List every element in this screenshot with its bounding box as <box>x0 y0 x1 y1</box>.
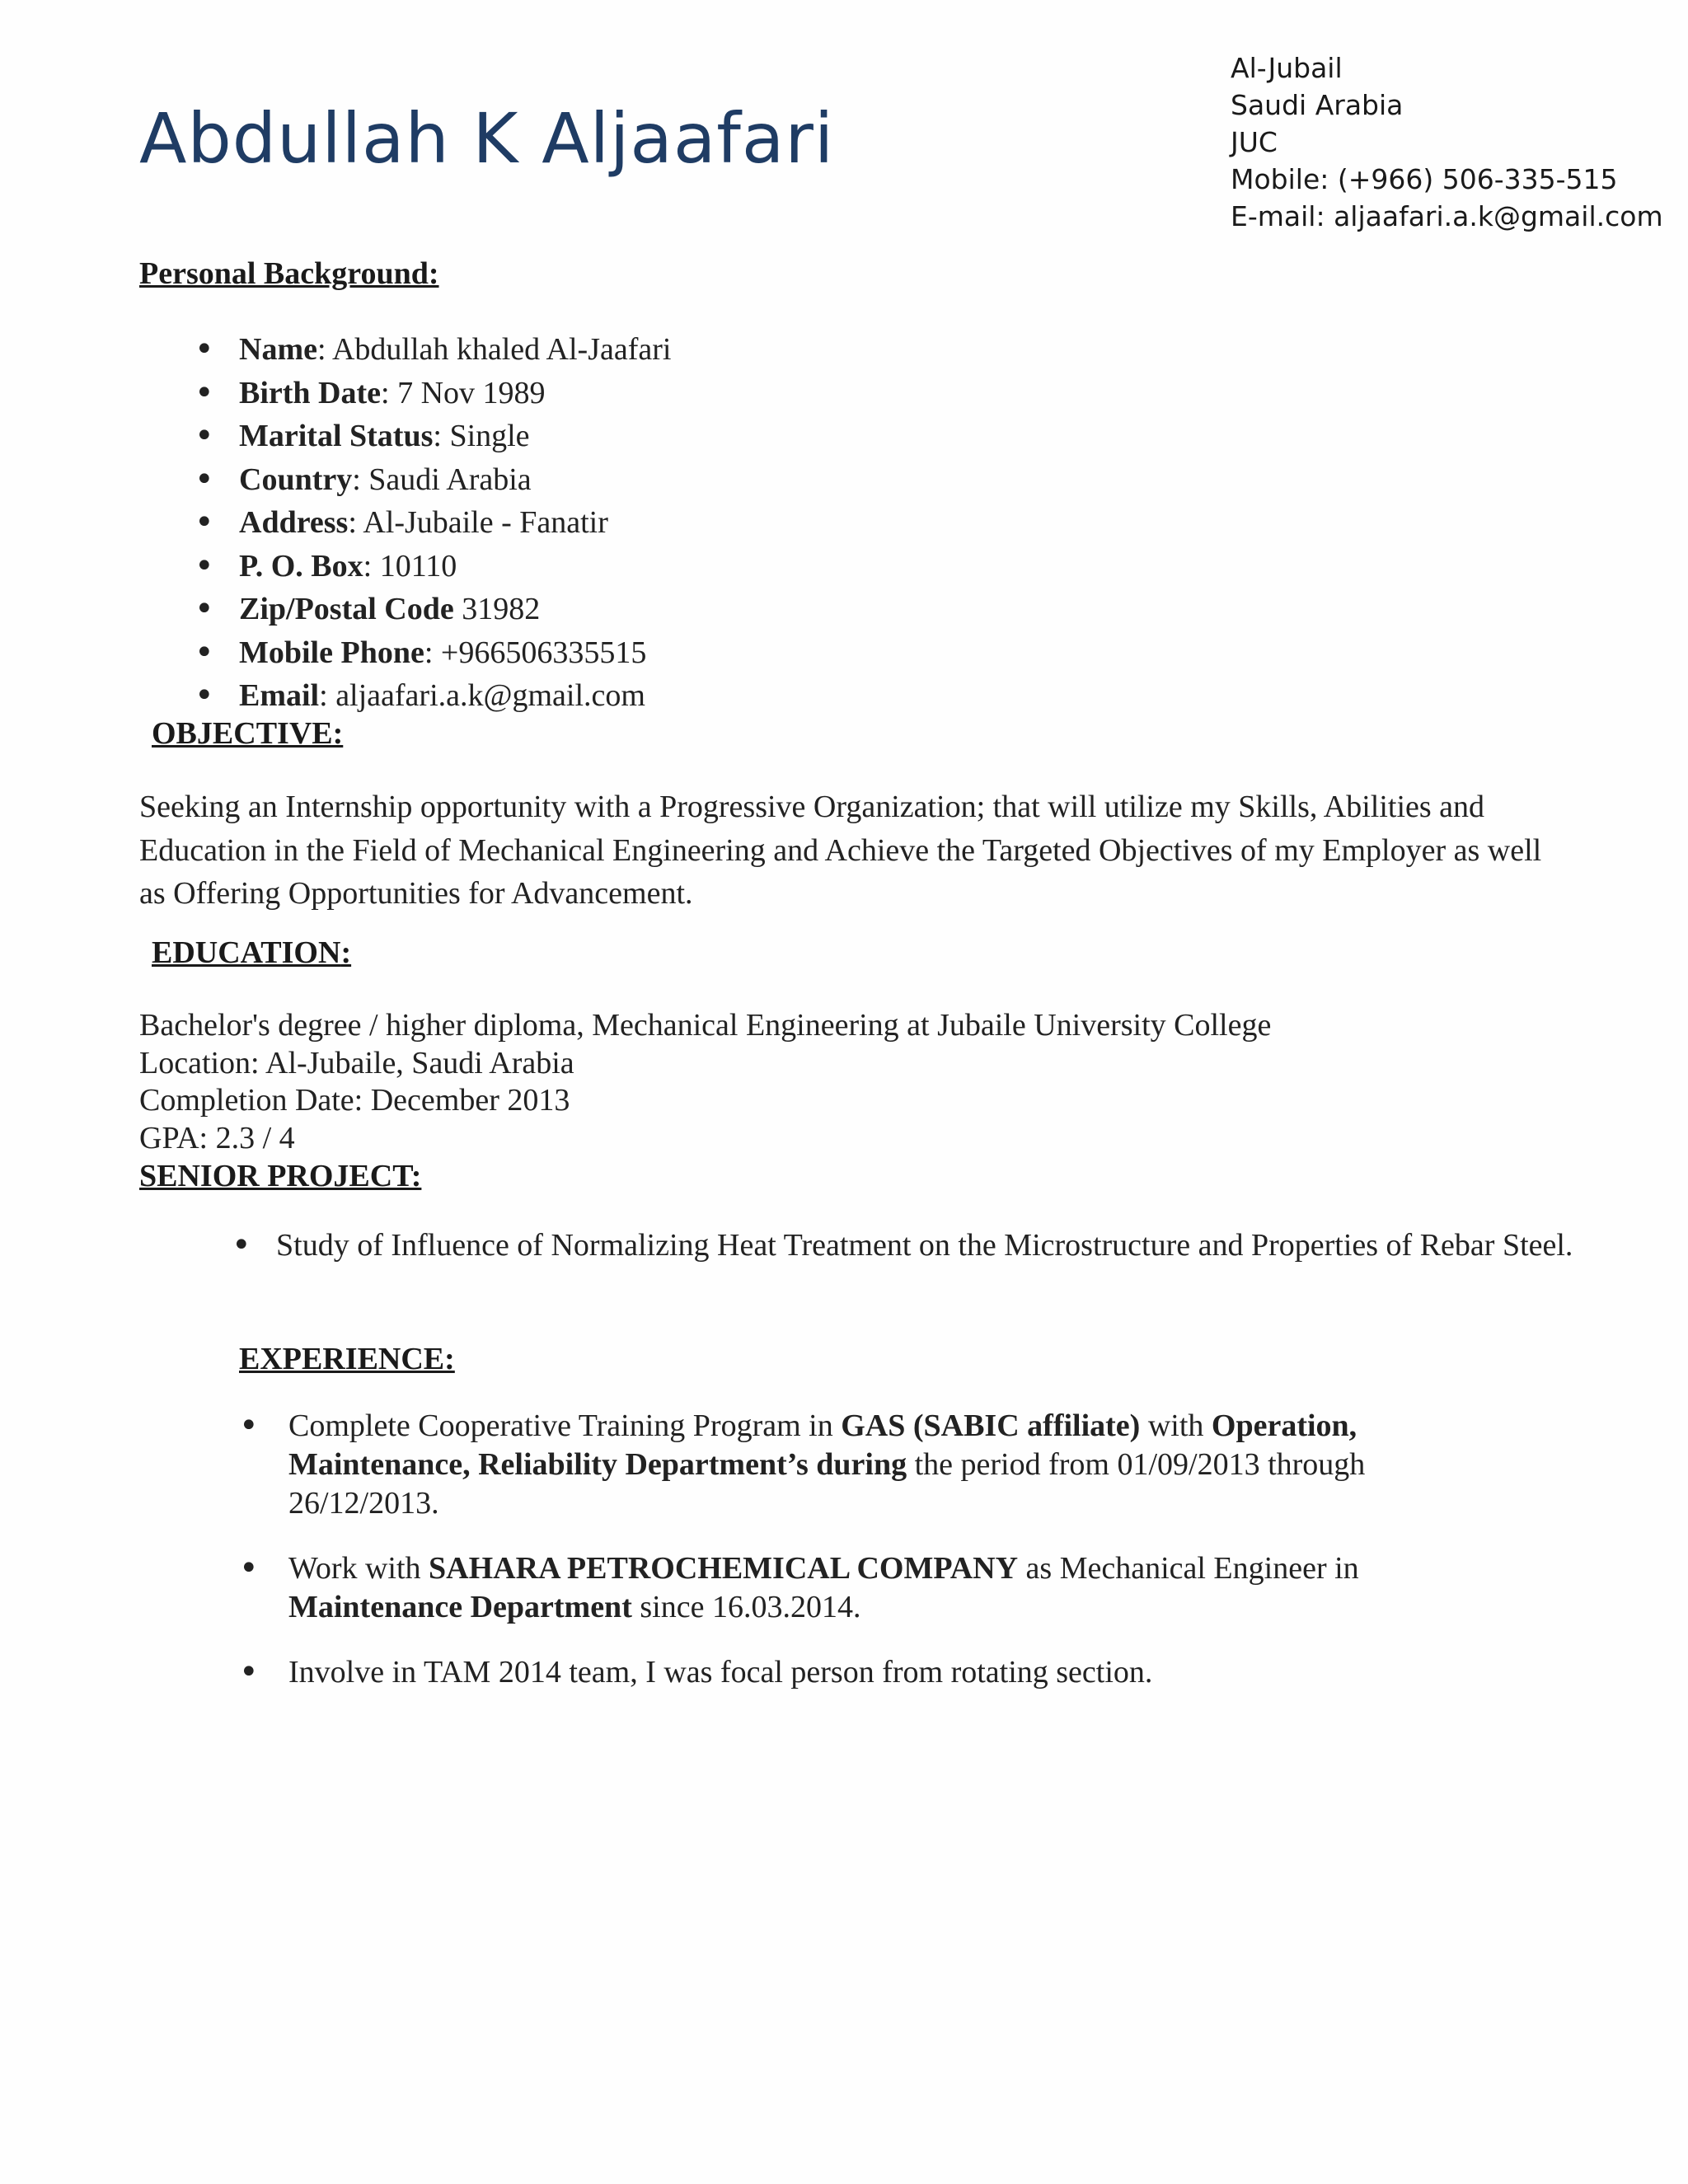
list-item: • Email: aljaafari.a.k@gmail.com <box>239 674 671 718</box>
list-item: • Address: Al-Jubaile - Fanatir <box>239 501 671 545</box>
personal-details-list <box>239 328 671 718</box>
education-location: Location: Al-Jubaile, Saudi Arabia <box>139 1045 574 1080</box>
list-item: • Zip/Postal Code 31982 <box>239 588 671 631</box>
contact-block <box>1231 49 1663 235</box>
list-item: • Birth Date: 7 Nov 1989 <box>239 372 671 415</box>
contact-country: Saudi Arabia <box>1231 89 1404 121</box>
list-item: • Work with SAHARA PETROCHEMICAL COMPANY as Mechanical Engineer in Maintenance Department since 16.03.2014. <box>288 1549 1475 1627</box>
contact-email: E-mail: aljaafari.a.k@gmail.com <box>1231 200 1663 232</box>
list-item: • Marital Status: Single <box>239 415 671 458</box>
education-details <box>139 1007 1573 1157</box>
experience-list <box>288 1407 1475 1718</box>
senior-project-heading: SENIOR PROJECT: <box>139 1159 422 1193</box>
list-item: • Involve in TAM 2014 team, I was focal person from rotating section. <box>288 1653 1475 1692</box>
senior-project-list <box>276 1222 1574 1268</box>
personal-background-heading: Personal Background: <box>139 256 439 291</box>
contact-mobile: Mobile: (+966) 506-335-515 <box>1231 163 1618 195</box>
list-item: • Study of Influence of Normalizing Heat Treatment on the Microstructure and Properties of Rebar Steel. <box>276 1222 1574 1268</box>
list-item: • Country: Saudi Arabia <box>239 458 671 502</box>
objective-text: Seeking an Internship opportunity with a Progressive Organization; that will utilize my Skills, Abilities and Education in the Field of Mechanical Engineering and Achieve the Targeted Objectives of my Employer as well as Offering Opportunities for Advancement. <box>139 790 1542 911</box>
list-item: • Mobile Phone: +966506335515 <box>239 631 671 675</box>
contact-city: Al-Jubail <box>1231 52 1343 84</box>
candidate-name: Abdullah K Aljaafari <box>139 98 835 179</box>
education-degree: Bachelor's degree / higher diploma, Mechanical Engineering at Jubaile University College <box>139 1008 1272 1043</box>
objective-heading: OBJECTIVE: <box>152 716 344 751</box>
contact-institution: JUC <box>1231 126 1278 158</box>
list-item: • P. O. Box: 10110 <box>239 545 671 588</box>
list-item: • Complete Cooperative Training Program in GAS (SABIC affiliate) with Operation, Maintenance, Reliability Department’s during the period from 01/09/2013 through 26/12/2013. <box>288 1407 1475 1523</box>
education-heading: EDUCATION: <box>152 935 352 970</box>
education-gpa: GPA: 2.3 / 4 <box>139 1120 295 1155</box>
experience-heading: EXPERIENCE: <box>239 1342 455 1376</box>
education-completion: Completion Date: December 2013 <box>139 1083 570 1118</box>
list-item: • Name: Abdullah khaled Al-Jaafari <box>239 328 671 372</box>
